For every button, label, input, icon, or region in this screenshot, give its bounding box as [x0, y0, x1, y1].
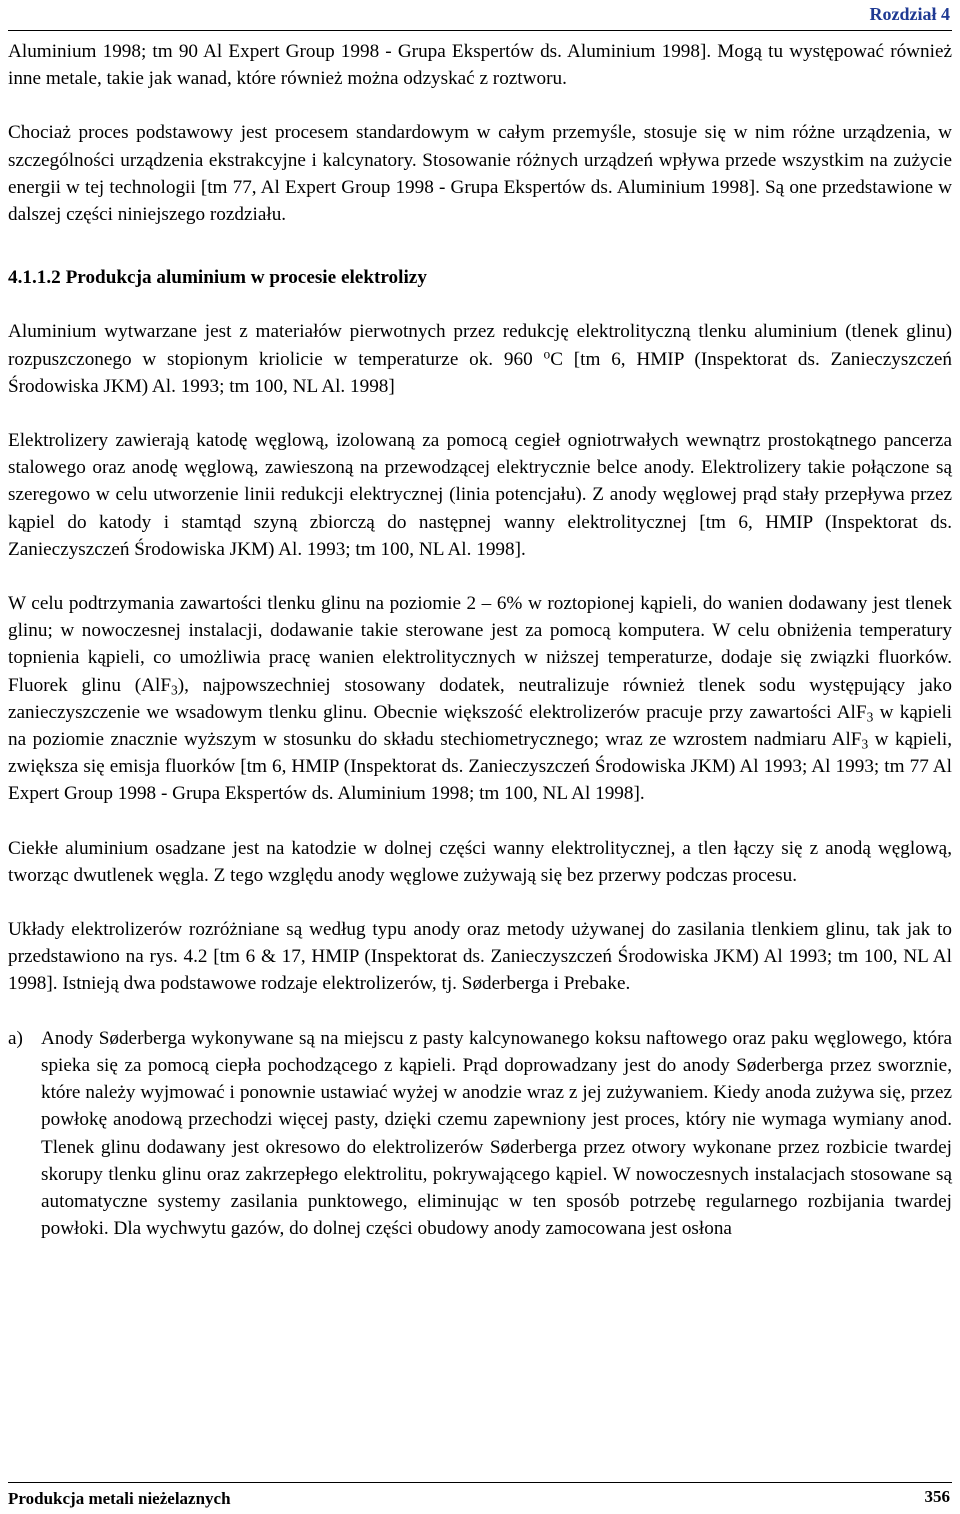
subscript: 3: [866, 709, 874, 725]
text-run: w kąpieli na poziomie znacznie wyższym w stosunku do składu stechiometrycznego; wraz ze wzrostem nadmiaru AlF: [8, 701, 952, 751]
list-item: [8, 1025, 952, 1243]
list-marker: a): [8, 1027, 23, 1049]
footer-title: Produkcja metali nieżelaznych: [8, 1489, 231, 1508]
list-item-text: Anody Søderberga wykonywane są na miejscu z pasty kalcynowanego koksu naftowego oraz paku węglowego, która spieka się za pomocą ciepła pochodzącego z kąpieli. Prąd doprowadzany jest do anody Søderberga przez sworznie, które należy wyjmować i ponownie ustawiać wyżej w anodzie wraz z jej zużywaniem. Kiedy anoda zużywa się, przez powłokę anodową przechodzi więcej pasty, dzięki czemu zapewniony jest proces, który nie wymaga wymiany anod. Tlenek glinu dodawany jest okresowo do elektrolizerów Søderberga przez otwory wykonane przez rozbicie twardej skorupy tlenku glinu oraz zakrzepłego elektrolitu, pokrywającego kąpiel. W nowoczesnych instalacjach stosowane są automatyczne systemy zasilania punktowego, eliminując w ten sposób potrzebę regularnego rozbijania twardej powłoki. Dla wychwytu gazów, do dolnej części obudowy anody zamocowana jest osłona: [41, 1027, 952, 1240]
page-footer: [8, 1482, 952, 1509]
subscript: 3: [861, 736, 869, 752]
superscript: o: [543, 345, 551, 361]
text-run: w kąpieli, zwiększa się emisja fluorków [tm 6, HMIP (Inspektorat ds. Zanieczyszczeń Środowiska JKM) Al 1993; Al 1993; tm 77 Al Expert Group 1998 - Grupa Ekspertów ds. Aluminium 1998; tm 100, NL Al 1998].: [8, 729, 952, 805]
paragraph: Elektrolizery zawierają katodę węglową, izolowaną za pomocą cegieł ogniotrwałych wewnątrz prostokątnego pancerza stalowego oraz anodę węglową, zawieszoną na przewodzącej elektrycznie belce anody. Elektrolizery takie połączone są szeregowo w celu utworzenie linii redukcji elektrycznej (linia potencjału). Z anody węglowej prąd stały przepływa przez kąpiel do katody i stamtąd szyną zbiorczą do następnej wanny elektrolitycznej [tm 6, HMIP (Inspektorat ds. Zanieczyszczeń Środowiska JKM) Al. 1993; tm 100, NL Al. 1998].: [8, 430, 952, 560]
page-number: 356: [924, 1487, 950, 1506]
chapter-label: Rozdział 4: [869, 4, 950, 24]
paragraph: Układy elektrolizerów rozróżniane są według typu anody oraz metody używanej do zasilania tlenkiem glinu, tak jak to przedstawiono na rys. 4.2 [tm 6 & 17, HMIP (Inspektorat ds. Zanieczyszczeń Środowiska JKM) Al 1993; tm 100, NL Al 1998]. Istnieją dwa podstawowe rodzaje elektrolizerów, tj. Søderberga i Prebake.: [8, 919, 952, 995]
section-heading: 4.1.1.2 Produkcja aluminium w procesie elektrolizy: [8, 267, 427, 289]
paragraph: [8, 590, 952, 808]
text-run: C [tm 6, HMIP (Inspektorat ds. Zanieczyszczeń Środowiska JKM) Al. 1993; tm 100, NL Al. 1998]: [8, 348, 953, 397]
text-run: Aluminium wytwarzane jest z materiałów pierwotnych przez redukcję elektrolityczną tlenku aluminium (tlenek glinu) rozpuszczonego w stopionym kriolicie w temperaturze ok. 960: [8, 321, 952, 370]
text-run: W celu podtrzymania zawartości tlenku glinu na poziomie 2 – 6% w roztopionej kąpieli, do wanien dodawany jest tlenek glinu; w nowoczesnej instalacji, dodawanie takie sterowane jest za pomocą komputera. W celu obniżenia temperatury topnienia kąpieli, co umożliwia pracę wanien elektrolitycznych w niższej temperaturze, dodaje się związki fluorków. Fluorek glinu (AlF: [8, 593, 952, 696]
paragraph: Ciekłe aluminium osadzane jest na katodzie w dolnej części wanny elektrolitycznej, a tlen łączy się z anodą węglową, tworząc dwutlenek węgla. Z tego względu anody węglowe zużywają się bez przerwy podczas procesu.: [8, 837, 952, 886]
document-body: [8, 38, 952, 1242]
page-header: [8, 2, 952, 31]
subscript: 3: [171, 682, 178, 698]
paragraph: Aluminium 1998; tm 90 Al Expert Group 1998 - Grupa Ekspertów ds. Aluminium 1998]. Mogą tu występować również inne metale, takie jak wanad, które również można odzyskać z roztworu.: [8, 41, 952, 90]
paragraph: Chociaż proces podstawowy jest procesem standardowym w całym przemyśle, stosuje się w nim różne urządzenia, w szczególności urządzenia ekstrakcyjne i kalcynatory. Stosowanie różnych urządzeń wpływa przede wszystkim na zużycie energii w tej technologii [tm 77, Al Expert Group 1998 - Grupa Ekspertów ds. Aluminium 1998]. Są one przedstawione w dalszej części niniejszego rozdziału.: [8, 122, 952, 226]
paragraph: [8, 318, 952, 400]
text-run: ), najpowszechniej stosowany dodatek, neutralizuje również tlenek sodu występujący jako zanieczyszczenie we wsadowym tlenku glinu. Obecnie większość elektrolizerów pracuje przy zawartości AlF: [8, 674, 952, 723]
